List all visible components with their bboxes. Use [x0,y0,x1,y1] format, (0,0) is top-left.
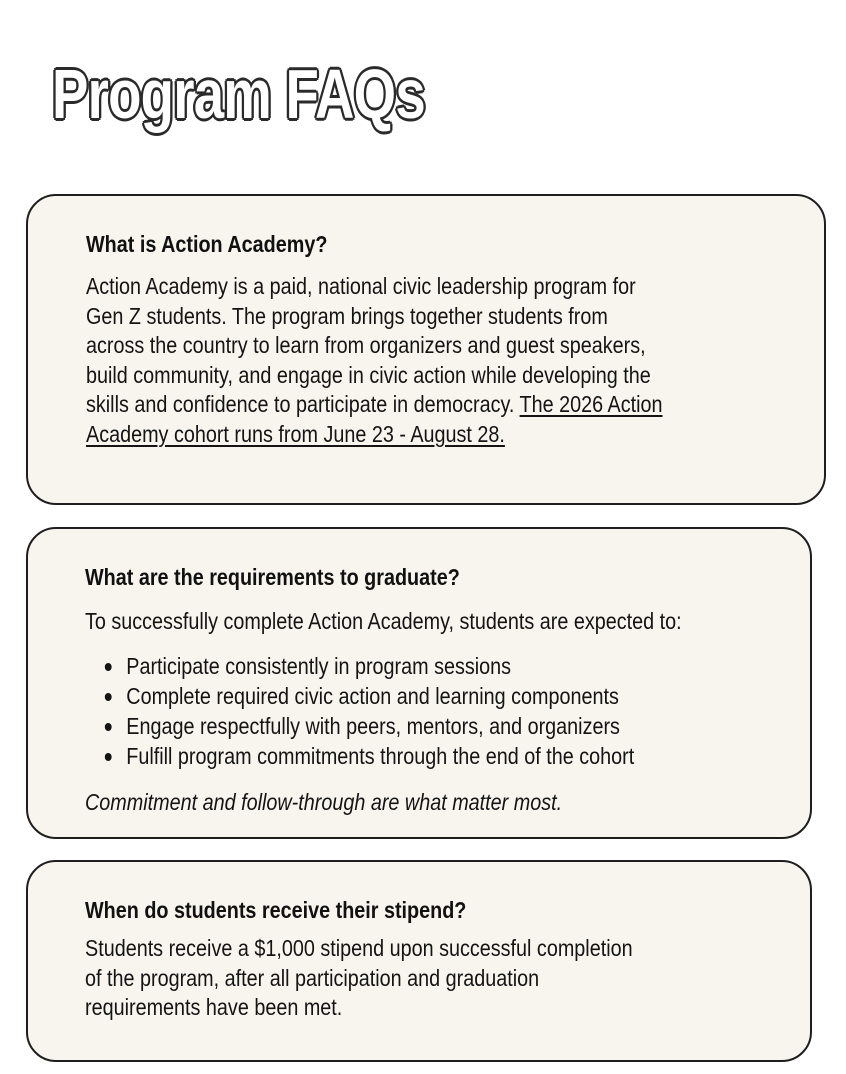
answer-text: skills and confidence to participate in democracy. [86,391,520,417]
list-item [126,651,764,681]
answer-line: requirements have been met. [85,994,343,1020]
faq-card-what-is-action-academy [26,194,826,505]
faq-card-graduation-requirements [26,527,812,839]
answer-line-with-link [86,390,765,420]
answer-line [86,420,765,450]
faq-question: What are the requirements to graduate? [85,564,460,590]
intro-text: To successfully complete Action Academy, students are expected to: [85,608,682,634]
page-title: Program FAQs [52,55,425,133]
answer-line: build community, and engage in civic action while developing the [86,361,651,388]
answer-line: of the program, after all participation and graduation [85,964,540,991]
answer-line: Students receive a $1,000 stipend upon successful completion [85,935,633,961]
list-item [126,681,764,711]
answer-line: across the country to learn from organizers and guest speakers, [86,332,646,358]
requirement-text: Complete required civic action and learning components [126,682,619,709]
list-item [126,711,764,741]
answer-line: Gen Z students. The program brings together students from [86,302,608,329]
faq-answer [85,934,764,1023]
faq-card-stipend [26,860,812,1062]
list-item [126,741,764,771]
bullet-icon [105,753,112,761]
bullet-icon [105,693,112,701]
bullet-icon [105,663,112,671]
faq-answer [86,272,765,449]
requirement-text: Engage respectfully with peers, mentors, and organizers [126,712,620,739]
faq-question: When do students receive their stipend? [85,897,467,923]
faq-intro [85,607,764,637]
requirement-text: Fulfill program commitments through the end of the cohort [126,742,635,769]
cohort-dates-link[interactable]: The 2026 Action [519,391,663,417]
cohort-dates-link-continued[interactable]: Academy cohort runs from June 23 - August 28. [86,420,505,447]
requirements-list [85,651,764,771]
answer-line: Action Academy is a paid, national civic leadership program for [86,273,636,299]
closing-note: Commitment and follow-through are what matter most. [85,788,563,815]
requirement-text: Participate consistently in program sessions [126,652,512,679]
faq-question: What is Action Academy? [86,231,328,257]
bullet-icon [105,723,112,731]
